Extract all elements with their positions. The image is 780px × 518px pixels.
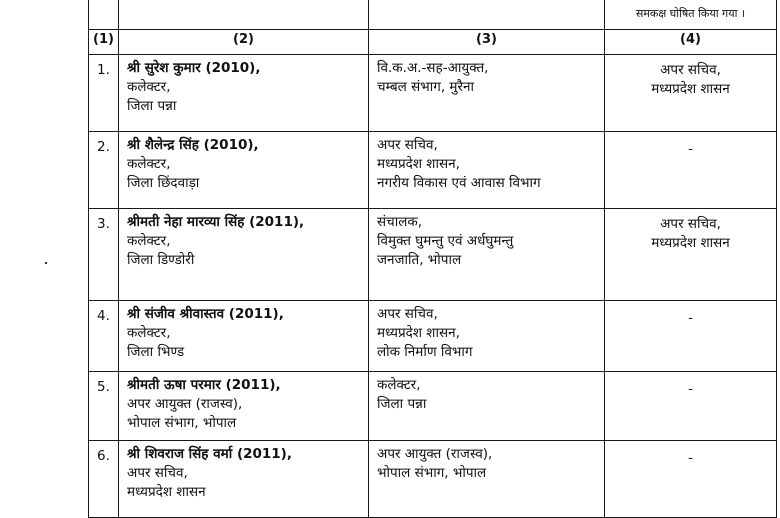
equivalent-cell xyxy=(605,209,777,301)
header-row xyxy=(89,0,777,30)
equivalent-line: अपर सचिव, xyxy=(660,216,721,232)
table-row xyxy=(89,209,777,301)
serial-number: 3. xyxy=(89,209,119,301)
equivalent-line: अपर सचिव, xyxy=(660,62,721,78)
current-post-line: जिला पन्ना xyxy=(127,98,177,114)
new-post-line: भोपाल संभाग, भोपाल xyxy=(377,465,487,481)
equivalent-dash: - xyxy=(688,450,693,466)
serial-number: 4. xyxy=(89,301,119,372)
new-post-cell xyxy=(369,55,605,132)
current-post-line: अपर सचिव, xyxy=(127,465,188,481)
current-post-line: मध्यप्रदेश शासन xyxy=(127,484,206,500)
officer-cell xyxy=(119,301,369,372)
serial-number: 2. xyxy=(89,132,119,209)
new-post-line: संचालक, xyxy=(377,214,423,230)
officer-cell xyxy=(119,132,369,209)
equivalent-cell xyxy=(605,301,777,372)
current-post-line: अपर आयुक्त (राजस्व), xyxy=(127,396,243,412)
officer-name: श्रीमती नेहा मारव्या सिंह (2011), xyxy=(127,214,305,230)
new-post-line: विमुक्त घुमन्तु एवं अर्धघुमन्तु xyxy=(377,233,514,249)
column-number-row xyxy=(89,30,777,55)
new-post-cell xyxy=(369,209,605,301)
header-cell-4 xyxy=(605,0,777,30)
new-post-line: लोक निर्माण विभाग xyxy=(377,344,473,360)
equivalent-cell xyxy=(605,55,777,132)
serial-number: 1. xyxy=(89,55,119,132)
transfer-order-table xyxy=(88,0,777,518)
new-post-line: चम्बल संभाग, मुरैना xyxy=(377,79,474,95)
new-post-line: जिला पन्ना xyxy=(377,396,427,412)
column-number-3: (3) xyxy=(369,30,605,55)
equivalent-dash: - xyxy=(688,141,693,157)
table-row xyxy=(89,55,777,132)
officer-cell xyxy=(119,441,369,518)
new-post-line: वि.क.अ.-सह-आयुक्त, xyxy=(377,60,489,76)
equivalent-line: मध्यप्रदेश शासन xyxy=(651,235,730,251)
officer-name: श्री शिवराज सिंह वर्मा (2011), xyxy=(127,446,292,462)
header-col4-text: समकक्ष घोषित किया गया । xyxy=(635,7,746,20)
margin-speck xyxy=(45,262,47,264)
serial-number: 6. xyxy=(89,441,119,518)
current-post-line: जिला भिण्ड xyxy=(127,344,185,360)
current-post-line: कलेक्टर, xyxy=(127,156,171,172)
current-post-line: भोपाल संभाग, भोपाल xyxy=(127,415,237,431)
equivalent-line: मध्यप्रदेश शासन xyxy=(651,81,730,97)
officer-name: श्री सुरेश कुमार (2010), xyxy=(127,60,261,76)
equivalent-dash: - xyxy=(688,310,693,326)
table-row xyxy=(89,132,777,209)
officer-cell xyxy=(119,209,369,301)
table-row xyxy=(89,372,777,441)
serial-number: 5. xyxy=(89,372,119,441)
new-post-line: कलेक्टर, xyxy=(377,377,421,393)
equivalent-cell xyxy=(605,441,777,518)
officer-cell xyxy=(119,372,369,441)
new-post-line: मध्यप्रदेश शासन, xyxy=(377,325,460,341)
officer-name: श्री संजीव श्रीवास्तव (2011), xyxy=(127,306,284,322)
officer-name: श्री शैलेन्द्र सिंह (2010), xyxy=(127,137,259,153)
new-post-line: नगरीय विकास एवं आवास विभाग xyxy=(377,175,541,191)
header-cell-1 xyxy=(89,0,119,30)
column-number-1: (1) xyxy=(89,30,119,55)
new-post-cell xyxy=(369,132,605,209)
equivalent-dash: - xyxy=(688,381,693,397)
officer-name: श्रीमती ऊषा परमार (2011), xyxy=(127,377,281,393)
new-post-line: अपर आयुक्त (राजस्व), xyxy=(377,446,493,462)
new-post-cell xyxy=(369,372,605,441)
current-post-line: जिला छिंदवाड़ा xyxy=(127,175,200,191)
current-post-line: कलेक्टर, xyxy=(127,325,171,341)
new-post-cell xyxy=(369,441,605,518)
equivalent-cell xyxy=(605,372,777,441)
header-cell-2 xyxy=(119,0,369,30)
column-number-4: (4) xyxy=(605,30,777,55)
table-row xyxy=(89,441,777,518)
table-row xyxy=(89,301,777,372)
column-number-2: (2) xyxy=(119,30,369,55)
new-post-line: जनजाति, भोपाल xyxy=(377,252,462,268)
new-post-cell xyxy=(369,301,605,372)
current-post-line: कलेक्टर, xyxy=(127,233,171,249)
new-post-line: मध्यप्रदेश शासन, xyxy=(377,156,460,172)
current-post-line: कलेक्टर, xyxy=(127,79,171,95)
current-post-line: जिला डिण्डोरी xyxy=(127,252,195,268)
new-post-line: अपर सचिव, xyxy=(377,137,438,153)
header-cell-3 xyxy=(369,0,605,30)
officer-cell xyxy=(119,55,369,132)
new-post-line: अपर सचिव, xyxy=(377,306,438,322)
equivalent-cell xyxy=(605,132,777,209)
